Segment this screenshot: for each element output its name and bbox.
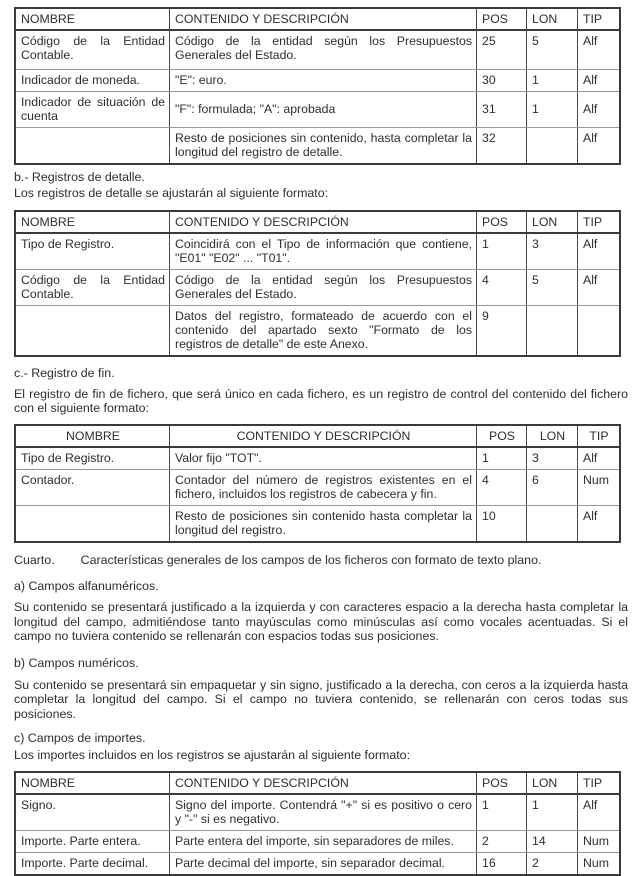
- item-a-body: Su contenido se presentará justificado a la izquierda y con caracteres espacio a la derecha hasta completar la longitud del campo, admitiéndose tanto mayúsculas como minúsculas así como vocales acentuadas. Si el campo no tuviera contenido se rellenarán con espacios todas sus posiciones.: [14, 600, 628, 644]
- table-cell: 1: [527, 794, 578, 831]
- table-campos-importes: [14, 771, 621, 876]
- table-cell: Signo.: [15, 794, 170, 831]
- table-cell: [15, 128, 170, 165]
- table-cell: 3: [527, 233, 578, 270]
- column-header: CONTENIDO Y DESCRIPCIÓN: [170, 211, 477, 233]
- table-cell: Código de la Entidad Contable.: [15, 30, 170, 70]
- table-cell: 4: [477, 270, 527, 306]
- table-cell: 16: [477, 852, 527, 875]
- column-header: CONTENIDO Y DESCRIPCIÓN: [170, 772, 477, 794]
- table-cell: Importe. Parte decimal.: [15, 852, 170, 875]
- column-header: LON: [527, 425, 578, 447]
- table-cell: Importe. Parte entera.: [15, 830, 170, 852]
- table-cell: Alf: [578, 505, 621, 542]
- table-registro-cabecera-fields: [14, 7, 621, 165]
- table-cell: Tipo de Registro.: [15, 233, 170, 270]
- item-b-heading: b) Campos numéricos.: [14, 655, 139, 670]
- table-cell: [15, 505, 170, 542]
- table-cell: 1: [477, 233, 527, 270]
- table-cell: [527, 306, 578, 357]
- table-cell: Resto de posiciones sin contenido hasta completar la longitud del registro.: [170, 505, 477, 542]
- table-cell: Contador del número de registros existentes en el fichero, incluidos los registros de cabecera y fin.: [170, 469, 477, 505]
- column-header: NOMBRE: [15, 425, 170, 447]
- table-cell: Tipo de Registro.: [15, 447, 170, 470]
- item-c-heading: c) Campos de importes.: [14, 731, 146, 746]
- table-cell: 5: [527, 30, 578, 70]
- table-cell: Alf: [578, 270, 621, 306]
- column-header: CONTENIDO Y DESCRIPCIÓN: [170, 8, 477, 30]
- table-cell: [527, 505, 578, 542]
- table-row: [15, 830, 620, 852]
- table-row: [15, 128, 620, 165]
- table-cell: Alf: [578, 794, 621, 831]
- table-cell: Contador.: [15, 469, 170, 505]
- table-cell: 4: [477, 469, 527, 505]
- column-header: CONTENIDO Y DESCRIPCIÓN: [170, 425, 477, 447]
- table-cell: 32: [477, 128, 527, 165]
- table-row: [15, 469, 620, 505]
- table-cell: Indicador de moneda.: [15, 70, 170, 92]
- table-cell: Num: [578, 852, 621, 875]
- table-cell: Num: [578, 469, 621, 505]
- column-header: LON: [527, 8, 578, 30]
- table-row: [15, 270, 620, 306]
- table-row: [15, 505, 620, 542]
- column-header: NOMBRE: [15, 8, 170, 30]
- table-cell: Código de la entidad según los Presupuestos Generales del Estado.: [170, 270, 477, 306]
- column-header: POS: [477, 8, 527, 30]
- table-cell: 14: [527, 830, 578, 852]
- column-header: POS: [477, 772, 527, 794]
- table-row: [15, 92, 620, 128]
- column-header: TIP: [578, 772, 621, 794]
- table-cell: "E": euro.: [170, 70, 477, 92]
- cuarto-label: Cuarto.: [14, 552, 55, 567]
- table-cell: 1: [527, 70, 578, 92]
- table-row: [15, 852, 620, 875]
- table-cell: Código de la Entidad Contable.: [15, 270, 170, 306]
- table-row: [15, 447, 620, 470]
- section-c-intro: El registro de fin de fichero, que será único en cada fichero, es un registro de control del contenido del fichero con el siguiente formato:: [14, 386, 628, 416]
- table-header-row: [15, 425, 620, 447]
- cuarto-text: Características generales de los campos de los ficheros con formato de texto plano.: [80, 552, 542, 567]
- table-cell: Alf: [578, 92, 621, 128]
- table-cell: 10: [477, 505, 527, 542]
- section-c-heading: c.- Registro de fin.: [14, 366, 115, 381]
- column-header: TIP: [578, 211, 621, 233]
- table-row: [15, 306, 620, 357]
- item-b-body: Su contenido se presentará sin empaquetar y sin signo, justificado a la derecha, con ceros a la izquierda hasta completar la longitud del campo. Si el campo no tuviera contenido, se rellenarán con ceros todas sus posiciones.: [14, 677, 628, 721]
- column-header: POS: [477, 211, 527, 233]
- table-row: [15, 70, 620, 92]
- table-cell: 9: [477, 306, 527, 357]
- item-a-heading: a) Campos alfanuméricos.: [14, 578, 159, 593]
- table-cell: Parte entera del importe, sin separadores de miles.: [170, 830, 477, 852]
- table-header-row: [15, 211, 620, 233]
- table-cell: Num: [578, 830, 621, 852]
- table-cell: 6: [527, 469, 578, 505]
- column-header: NOMBRE: [15, 772, 170, 794]
- table-row: [15, 794, 620, 831]
- table-cell: Resto de posiciones sin contenido, hasta completar la longitud del registro de detalle.: [170, 128, 477, 165]
- table-cell: Indicador de situación de cuenta: [15, 92, 170, 128]
- table-cell: [527, 128, 578, 165]
- table-cell: 5: [527, 270, 578, 306]
- table-cell: Signo del importe. Contendrá "+" si es positivo o cero y "-" si es negativo.: [170, 794, 477, 831]
- column-header: LON: [527, 211, 578, 233]
- table-cell: Datos del registro, formateado de acuerdo con el contenido del apartado sexto "Formato de los registros de detalle" de este Anexo.: [170, 306, 477, 357]
- table-cell: 1: [477, 794, 527, 831]
- section-b-heading: b.- Registros de detalle.: [14, 170, 145, 184]
- table-cell: 25: [477, 30, 527, 70]
- table-cell: Alf: [578, 30, 621, 70]
- table-cell: Valor fijo "TOT".: [170, 447, 477, 470]
- table-cell: 2: [477, 830, 527, 852]
- table-cell: "F": formulada; "A": aprobada: [170, 92, 477, 128]
- table-cell: Alf: [578, 128, 621, 165]
- table-header-row: [15, 772, 620, 794]
- table-cell: 31: [477, 92, 527, 128]
- table-cell: Alf: [578, 70, 621, 92]
- column-header: LON: [527, 772, 578, 794]
- table-cell: Alf: [578, 447, 621, 470]
- table-header-row: [15, 8, 620, 30]
- table-row: [15, 30, 620, 70]
- item-c-intro: Los importes incluidos en los registros se ajustarán al siguiente formato:: [14, 747, 411, 762]
- column-header: TIP: [578, 425, 621, 447]
- table-cell: 1: [477, 447, 527, 470]
- table-cell: [578, 306, 621, 357]
- table-registro-fin: [14, 424, 621, 543]
- table-cell: Coincidirá con el Tipo de información que contiene, "E01" "E02" ... "T01".: [170, 233, 477, 270]
- table-registros-detalle: [14, 210, 621, 357]
- cuarto-heading: [14, 553, 628, 568]
- section-b-intro: Los registros de detalle se ajustarán al siguiente formato:: [14, 185, 329, 200]
- table-cell: 3: [527, 447, 578, 470]
- table-cell: 1: [527, 92, 578, 128]
- table-cell: Parte decimal del importe, sin separador decimal.: [170, 852, 477, 875]
- table-cell: 2: [527, 852, 578, 875]
- table-cell: Código de la entidad según los Presupuestos Generales del Estado.: [170, 30, 477, 70]
- table-cell: Alf: [578, 233, 621, 270]
- column-header: NOMBRE: [15, 211, 170, 233]
- column-header: TIP: [578, 8, 621, 30]
- column-header: POS: [477, 425, 527, 447]
- table-cell: 30: [477, 70, 527, 92]
- table-cell: [15, 306, 170, 357]
- table-row: [15, 233, 620, 270]
